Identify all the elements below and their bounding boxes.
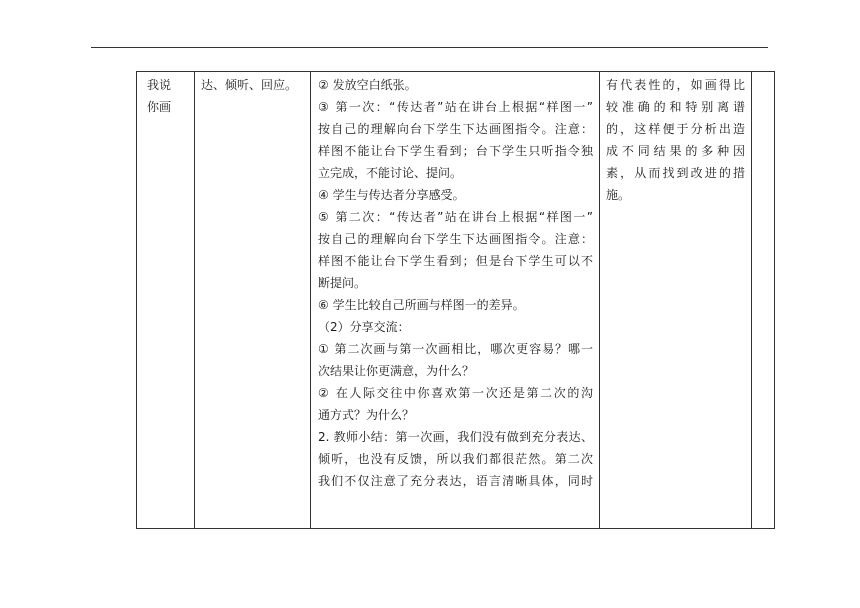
- cell-line: 按自己的理解向台下学生下达画图指令。注意：: [318, 122, 593, 136]
- cell-line: 达、倾听、回应。: [201, 78, 298, 92]
- cell-line: ⑥ 学生比较自己所画与样图一的差异。: [318, 298, 525, 312]
- cell-line: ④ 学生与传达者分享感受。: [318, 188, 465, 202]
- cell-line: 施。: [606, 188, 631, 202]
- cell-line: ② 发放空白纸张。: [318, 78, 417, 92]
- empty-cell: [752, 72, 775, 529]
- design-intent-cell: [600, 72, 752, 529]
- cell-line: 我说: [147, 78, 172, 92]
- cell-line: 成不同结果的多种因: [606, 144, 745, 158]
- objective-cell: [195, 72, 311, 529]
- cell-line: 素，从而找到改进的措: [606, 166, 745, 180]
- activity-name-cell: [137, 72, 195, 529]
- cell-line: 我们不仅注意了充分表达，语言清晰具体，同时: [318, 474, 593, 488]
- cell-line: 断提问。: [318, 276, 367, 290]
- cell-line: 样图不能让台下学生看到；但是台下学生可以不: [318, 254, 593, 268]
- cell-line: ① 第二次画与第一次画相比，哪次更容易？哪一: [318, 342, 593, 356]
- cell-line: 有代表性的，如画得比: [606, 78, 745, 92]
- cell-line: ⑤ 第二次：“传达者”站在讲台上根据“样图一”: [318, 210, 593, 224]
- cell-line: 2. 教师小结：第一次画，我们没有做到充分表达、: [318, 430, 593, 444]
- cell-line: 按自己的理解向台下学生下达画图指令。注意：: [318, 232, 593, 246]
- cell-line: 倾听，也没有反馈，所以我们都很茫然。第二次: [318, 452, 593, 466]
- cell-line: 你画: [147, 100, 172, 114]
- cell-line: 样图不能让台下学生看到；台下学生只听指令独: [318, 144, 593, 158]
- cell-line: （2）分享交流：: [318, 320, 410, 334]
- cell-line: ③ 第一次：“传达者”站在讲台上根据“样图一”: [318, 100, 593, 114]
- lesson-table: [136, 71, 775, 529]
- cell-line: 立完成，不能讨论、提问。: [318, 166, 463, 180]
- cell-line: 次结果让你更满意，为什么？: [318, 364, 475, 378]
- cell-line: 较准确的和特别离谱: [606, 100, 745, 114]
- header-rule: [91, 47, 768, 48]
- cell-line: ② 在人际交往中你喜欢第一次还是第二次的沟: [318, 386, 593, 400]
- cell-line: 通方式？为什么？: [318, 408, 415, 422]
- procedure-cell: [311, 72, 600, 529]
- table-row: [137, 72, 775, 529]
- cell-line: 的，这样便于分析出造: [606, 122, 745, 136]
